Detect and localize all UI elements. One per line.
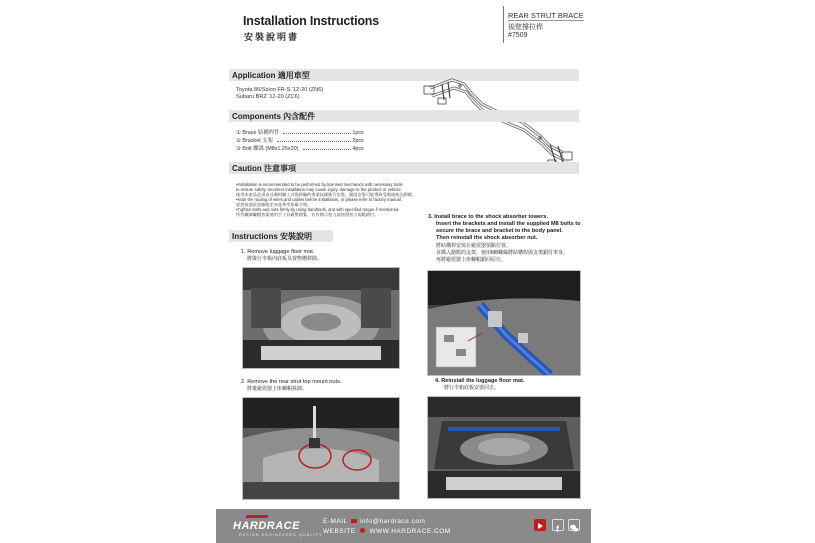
brace-drawing bbox=[424, 80, 572, 166]
step-3-title-line: 3. Install brace to the shock absorber towers. bbox=[428, 214, 548, 220]
component-num: ③ bbox=[236, 146, 241, 152]
component-qty: 2pcs bbox=[352, 138, 364, 144]
caution-line: to ensure safety. Incorrect installation may cause injury, damage to the product or vehicle. bbox=[236, 187, 402, 192]
component-row bbox=[236, 128, 364, 136]
trunk-photo-1 bbox=[243, 268, 399, 368]
vehicle-1: Toyota 86/Scion FR-S '12-20 (ZN6) bbox=[236, 87, 324, 93]
component-row bbox=[236, 144, 364, 152]
component-num: ① bbox=[236, 130, 241, 136]
caution-heading-band bbox=[229, 162, 579, 174]
step-3-title-line: Insert the brackets and install the supplied M8 bolts to bbox=[436, 221, 581, 227]
website-value: WWW.HARDRACE.COM bbox=[369, 528, 451, 535]
trunk-photo-4 bbox=[428, 397, 580, 498]
caution-heading: Caution 注意事項 bbox=[232, 164, 296, 173]
svg-text:f: f bbox=[556, 524, 559, 533]
brand-tagline: DESIGN ENGINEERED QUALITY bbox=[239, 533, 323, 537]
step-3-cn-line: 再將避震器上座螺帽鎖回原位。 bbox=[436, 257, 507, 263]
step-4-title: 4. Reinstall the luggage floor mat. bbox=[435, 378, 525, 384]
page-subtitle-cn: 安裝說明書 bbox=[244, 33, 300, 43]
caution-line: 安裝前請留意線路走向並參考原廠手冊。 bbox=[236, 202, 312, 207]
step-3-title-line: secure the brace and bracket to the body panel. bbox=[436, 228, 563, 234]
step-3-title-line: Then reinstall the shock absorber nut. bbox=[436, 235, 538, 241]
step-2-title: 2. Remove the rear strut top mount nuts. bbox=[241, 379, 342, 385]
header-divider bbox=[503, 6, 504, 43]
caution-line: •Note the routing of wires and cables before installation, or please refer to factory manual. bbox=[236, 197, 403, 202]
product-name: REAR STRUT BRACE bbox=[508, 11, 584, 20]
footer bbox=[216, 509, 591, 543]
vehicle-2: Subaru BRZ '12-20 (ZC6) bbox=[236, 94, 300, 100]
brace-installed-photo bbox=[428, 271, 580, 375]
globe-icon bbox=[360, 528, 365, 533]
website-label: WEBSITE bbox=[323, 528, 356, 535]
leader-dots bbox=[277, 137, 351, 142]
instructions-heading-band bbox=[229, 230, 333, 242]
step-3-cn-line: 並插入隨附的支架，使用M8螺絲將結構桿與支架鎖付車身， bbox=[436, 250, 568, 256]
leader-dots bbox=[283, 129, 351, 134]
instructions-heading: Instructions 安裝說明 bbox=[232, 232, 313, 241]
caution-line: •Installation is recommended to be performed by licensed mechanics with necessary tools bbox=[236, 182, 403, 187]
component-qty: 1pcs bbox=[352, 130, 364, 136]
component-qty: 4pcs bbox=[352, 146, 364, 152]
caution-line: 所有螺絲螺帽皆需使用手工具確實鎖緊，若有標示扭力請依照扭力規範鎖付。 bbox=[236, 212, 379, 217]
step-2-photo bbox=[242, 397, 400, 500]
component-name: Brace 結構桿件 bbox=[242, 130, 280, 136]
step-2-cn: 將後避震器上座螺帽拆卸。 bbox=[247, 386, 308, 392]
caution-line: •Tighten bolts and nuts firmly by using handtools, and with specified torque if mentioned. bbox=[236, 207, 400, 212]
leader-dots bbox=[303, 145, 351, 150]
step-3-photo bbox=[427, 270, 581, 376]
email-label: E-MAIL bbox=[323, 518, 348, 525]
part-number: #7509 bbox=[508, 32, 528, 39]
caution-line: 使用本產品必須由具備相關工具與經驗的專業技師進行安裝，錯誤安裝可能導致受傷或產品損壞。 bbox=[236, 192, 417, 197]
step-4-cn: 將行李箱底板安裝回去。 bbox=[444, 385, 500, 391]
footer-email[interactable] bbox=[323, 518, 425, 525]
email-value: info@hardrace.com bbox=[360, 518, 426, 525]
component-name: Bolt 螺絲 (M8x1.25x20) bbox=[242, 146, 299, 152]
application-heading: Application 適用車型 bbox=[232, 71, 310, 80]
step-1-cn: 將後行李箱內底板及置物槽移除。 bbox=[247, 256, 323, 262]
wechat-icon[interactable] bbox=[568, 519, 580, 531]
logo-accent bbox=[245, 515, 268, 518]
components-heading: Components 內含配件 bbox=[232, 112, 316, 121]
footer-website[interactable] bbox=[323, 528, 451, 535]
component-row bbox=[236, 136, 364, 144]
brand-logo: HARDRACE bbox=[233, 520, 300, 532]
step-1-title: 1. Remove luggage floor mat. bbox=[241, 249, 315, 255]
component-name: Bracket 支架 bbox=[242, 138, 273, 144]
components-heading-band bbox=[229, 110, 579, 122]
youtube-icon[interactable] bbox=[534, 519, 546, 531]
component-num: ② bbox=[236, 138, 241, 144]
product-name-cn: 後壁撐拉桿 bbox=[508, 23, 543, 31]
facebook-icon[interactable] bbox=[552, 519, 564, 531]
page-title: Installation Instructions bbox=[243, 14, 379, 28]
instruction-sheet bbox=[216, 0, 591, 543]
mail-icon bbox=[351, 519, 357, 523]
strut-mount-photo bbox=[243, 398, 399, 499]
step-3-cn-line: 將結構桿安裝在避震器頂點位置。 bbox=[436, 243, 512, 249]
step-1-photo bbox=[242, 267, 400, 369]
header-rule bbox=[508, 20, 584, 21]
step-4-photo bbox=[427, 396, 581, 499]
